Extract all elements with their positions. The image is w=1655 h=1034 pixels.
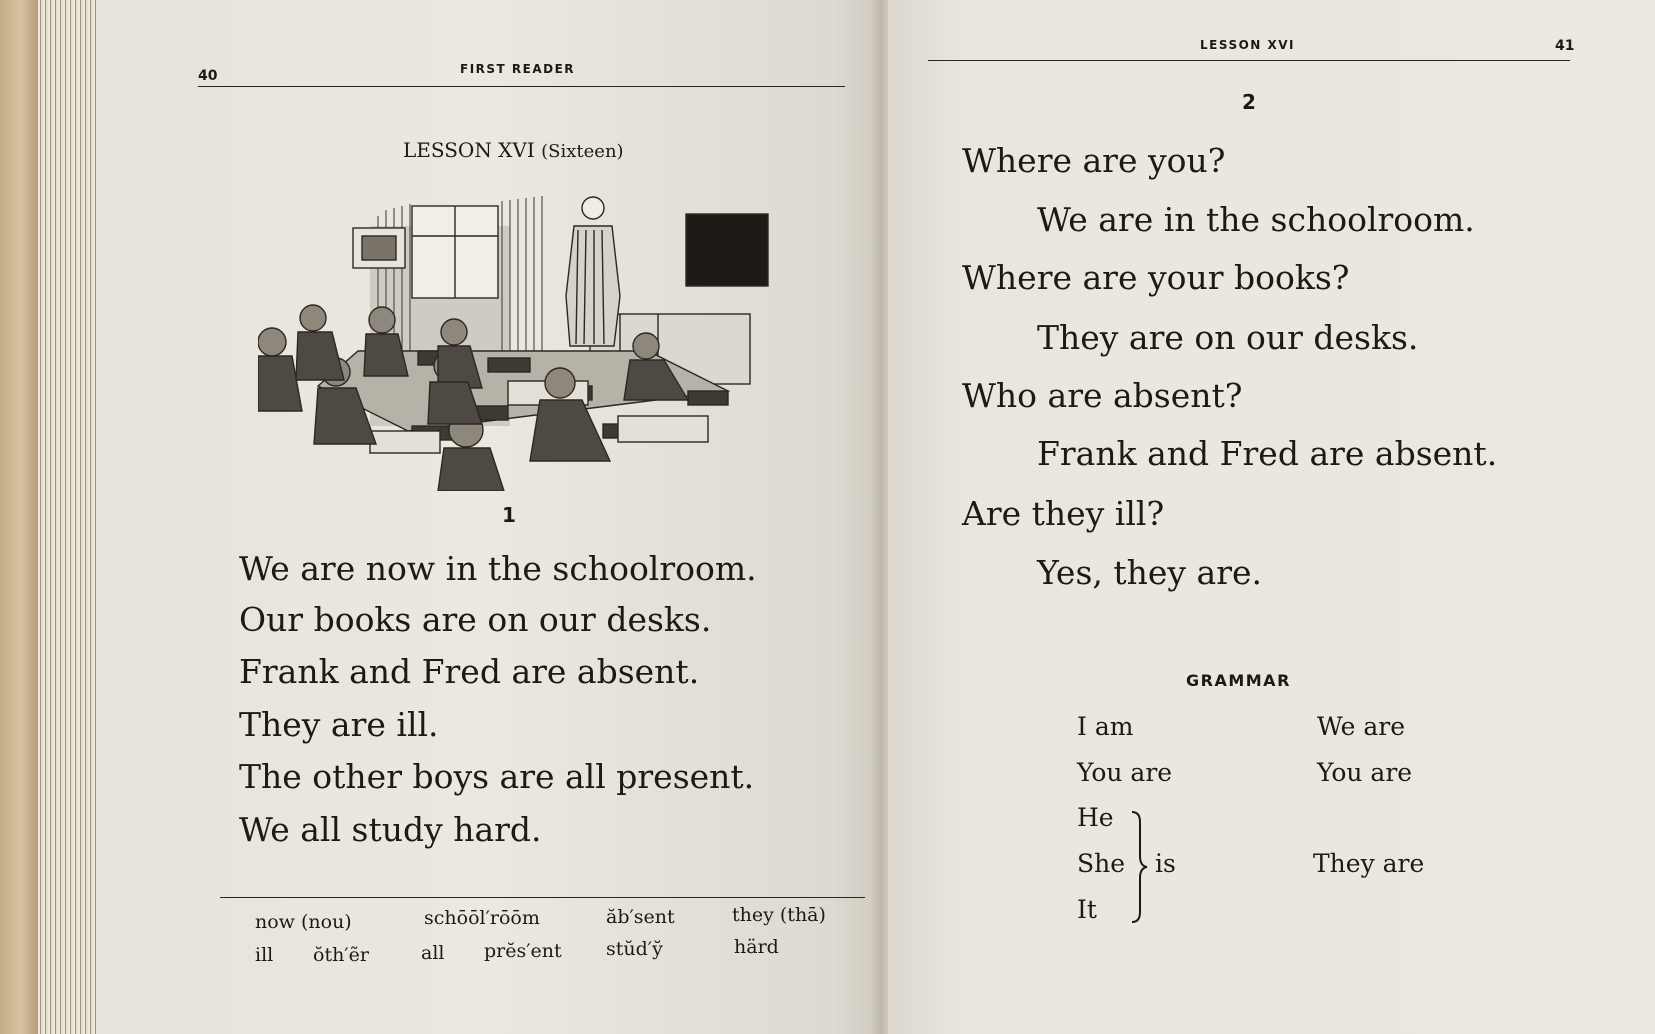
dialogue-line: Frank and Fred are absent. xyxy=(1037,434,1498,473)
lesson-title xyxy=(403,138,624,162)
vocab-rule xyxy=(220,897,865,898)
header-rule-right xyxy=(928,60,1570,61)
grammar-heading: GRAMMAR xyxy=(1186,671,1291,690)
grammar-singular: He xyxy=(1077,803,1114,832)
grammar-singular: She xyxy=(1077,849,1126,878)
grammar-singular: I am xyxy=(1077,712,1134,741)
reading-line: Our books are on our desks. xyxy=(239,600,712,639)
page-number-left: 40 xyxy=(198,68,218,84)
vocab-word: härd xyxy=(734,936,779,958)
page-stack xyxy=(38,0,98,1034)
vocab-word: schōōl′rōōm xyxy=(424,907,540,929)
vocab-word: they (thā) xyxy=(732,904,826,926)
dialogue-line: Yes, they are. xyxy=(1037,553,1263,592)
running-head-right: LESSON XVI xyxy=(1200,38,1296,52)
vocab-word: now (nou) xyxy=(255,911,352,933)
dialogue-line: Where are your books? xyxy=(962,258,1350,297)
reading-line: Frank and Fred are absent. xyxy=(239,652,700,691)
grammar-verb-is: is xyxy=(1155,849,1176,878)
grammar-singular: It xyxy=(1077,895,1097,924)
reading-line: We all study hard. xyxy=(239,810,542,849)
reading-line: The other boys are all present. xyxy=(239,757,755,796)
grammar-plural: We are xyxy=(1317,712,1406,741)
vocab-word: prĕs′ent xyxy=(484,940,562,962)
dialogue-line: Where are you? xyxy=(962,141,1226,180)
vocab-word: ill xyxy=(255,944,274,966)
lesson-subtitle: (Sixteen) xyxy=(541,141,624,162)
vocab-word: ăb′sent xyxy=(606,906,675,928)
page-number-right: 41 xyxy=(1555,38,1575,54)
grammar-plural: They are xyxy=(1313,849,1425,878)
grouping-brace xyxy=(1128,808,1150,926)
vocab-word: stŭd′y̆ xyxy=(606,938,663,960)
lesson-title-main: LESSON XVI xyxy=(403,138,535,162)
vocab-word: ŏth′ẽr xyxy=(313,944,369,966)
reading-line: They are ill. xyxy=(239,705,439,744)
vocab-word: all xyxy=(421,942,445,964)
book-edge xyxy=(0,0,38,1034)
dialogue-line: We are in the schoolroom. xyxy=(1037,200,1475,239)
section-number-1: 1 xyxy=(502,503,516,527)
section-number-2: 2 xyxy=(1242,90,1256,114)
dialogue-line: Are they ill? xyxy=(962,494,1165,533)
running-head-left: FIRST READER xyxy=(460,62,576,76)
dialogue-line: Who are absent? xyxy=(962,376,1243,415)
header-rule-left xyxy=(198,86,845,87)
classroom-illustration xyxy=(258,186,788,491)
grammar-plural: You are xyxy=(1317,758,1413,787)
grammar-singular: You are xyxy=(1077,758,1173,787)
dialogue-line: They are on our desks. xyxy=(1037,318,1419,357)
reading-line: We are now in the schoolroom. xyxy=(239,549,757,588)
